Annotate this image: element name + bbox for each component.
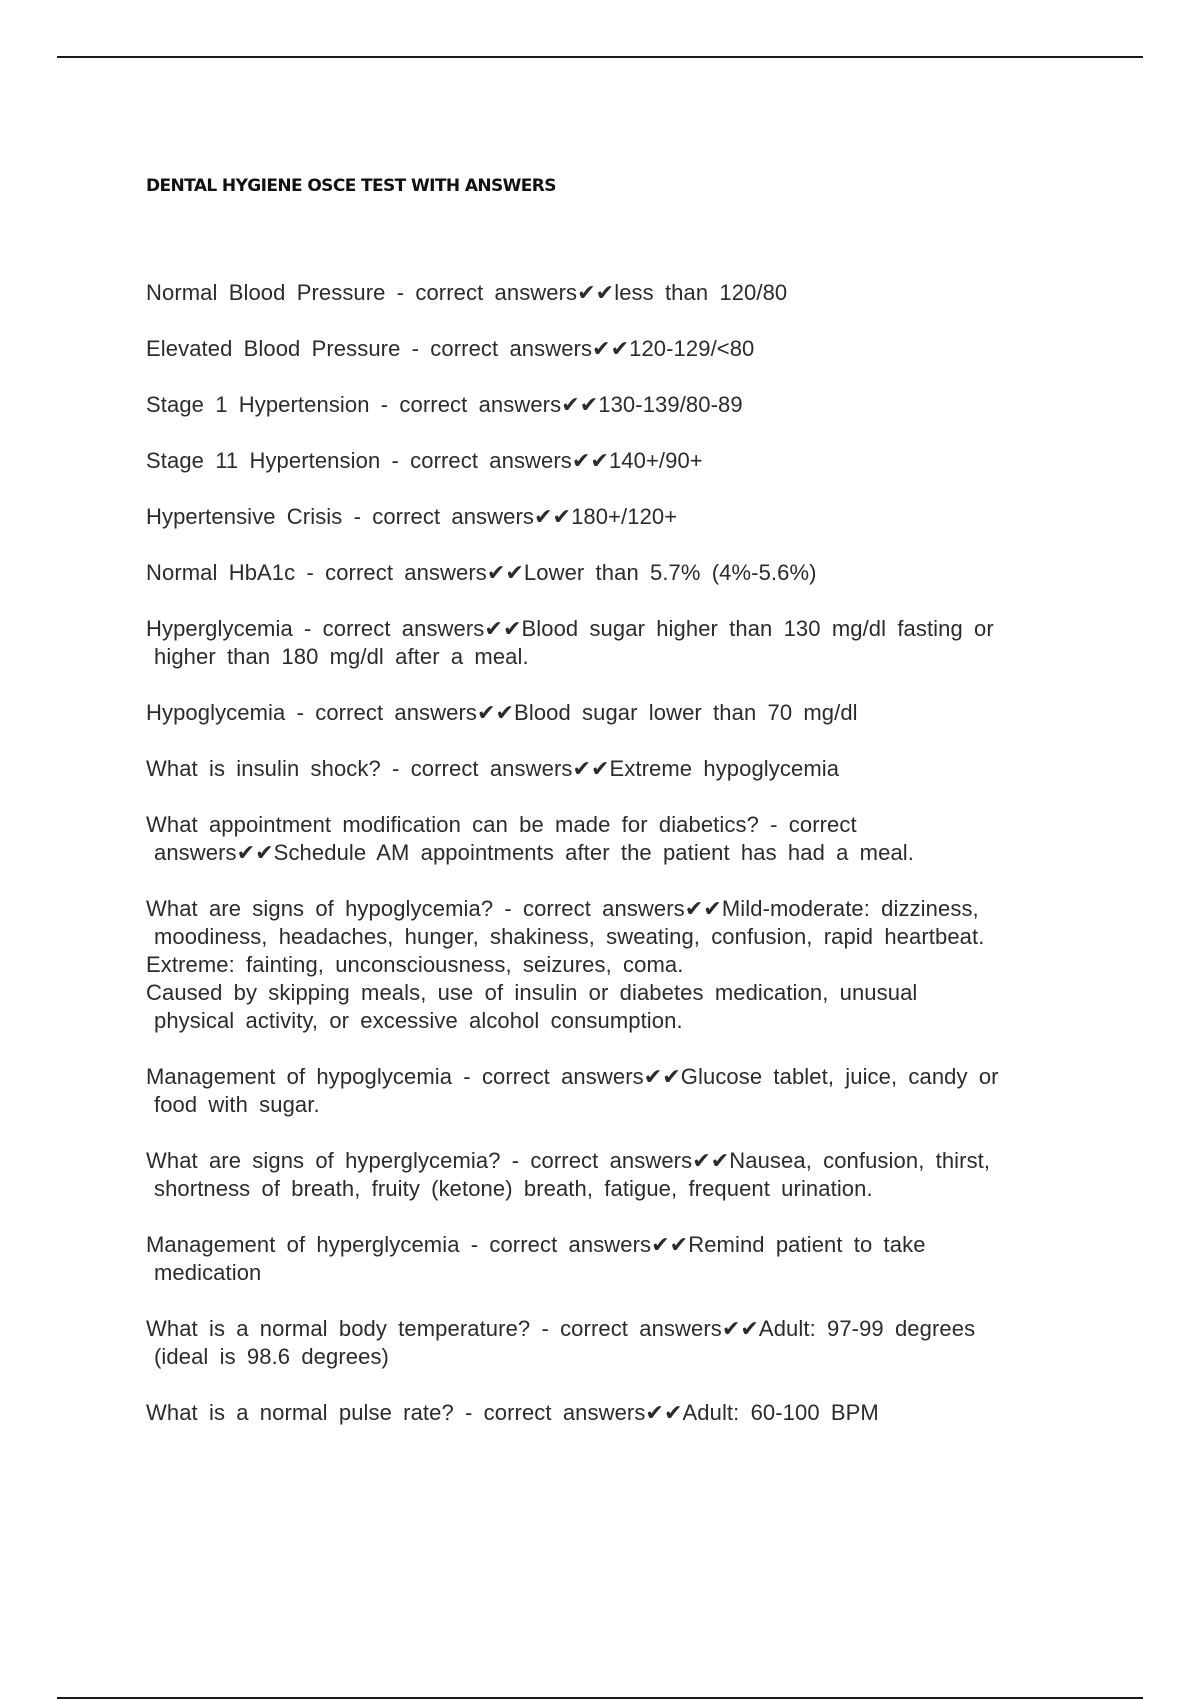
qa-item bbox=[146, 559, 1081, 587]
qa-line: Hypertensive Crisis - correct answers✔✔180+/120+ bbox=[146, 504, 678, 529]
footer-rule bbox=[57, 1697, 1143, 1699]
qa-item bbox=[146, 1231, 1081, 1287]
qa-item bbox=[146, 699, 1081, 727]
qa-list bbox=[146, 279, 1081, 1455]
qa-line: medication bbox=[154, 1260, 262, 1285]
qa-line: Elevated Blood Pressure - correct answers✔✔120-129/<80 bbox=[146, 336, 755, 361]
qa-item bbox=[146, 811, 1081, 867]
header-rule bbox=[57, 56, 1143, 58]
qa-line: What are signs of hyperglycemia? - correct answers✔✔Nausea, confusion, thirst, bbox=[146, 1148, 991, 1173]
qa-line: What is a normal pulse rate? - correct answers✔✔Adult: 60-100 BPM bbox=[146, 1400, 879, 1425]
qa-line: Caused by skipping meals, use of insulin or diabetes medication, unusual bbox=[146, 980, 918, 1005]
qa-line: shortness of breath, fruity (ketone) breath, fatigue, frequent urination. bbox=[154, 1176, 873, 1201]
qa-line: What are signs of hypoglycemia? - correct answers✔✔Mild-moderate: dizziness, bbox=[146, 896, 979, 921]
qa-line: answers✔✔Schedule AM appointments after the patient has had a meal. bbox=[154, 840, 914, 865]
qa-line: Hypoglycemia - correct answers✔✔Blood sugar lower than 70 mg/dl bbox=[146, 700, 858, 725]
qa-item bbox=[146, 1147, 1081, 1203]
qa-line: What is a normal body temperature? - correct answers✔✔Adult: 97-99 degrees bbox=[146, 1316, 976, 1341]
qa-item bbox=[146, 895, 1081, 1035]
qa-item bbox=[146, 279, 1081, 307]
qa-item bbox=[146, 1315, 1081, 1371]
qa-item bbox=[146, 1399, 1081, 1427]
qa-line: Normal HbA1c - correct answers✔✔Lower than 5.7% (4%-5.6%) bbox=[146, 560, 817, 585]
qa-line: Stage 1 Hypertension - correct answers✔✔130-139/80-89 bbox=[146, 392, 743, 417]
qa-line: moodiness, headaches, hunger, shakiness, sweating, confusion, rapid heartbeat. bbox=[154, 924, 985, 949]
qa-item bbox=[146, 391, 1081, 419]
qa-item bbox=[146, 335, 1081, 363]
qa-line: Extreme: fainting, unconsciousness, seizures, coma. bbox=[146, 952, 684, 977]
qa-item bbox=[146, 1063, 1081, 1119]
qa-item bbox=[146, 615, 1081, 671]
qa-line: Stage 11 Hypertension - correct answers✔✔140+/90+ bbox=[146, 448, 703, 473]
qa-line: (ideal is 98.6 degrees) bbox=[154, 1344, 389, 1369]
qa-line: food with sugar. bbox=[154, 1092, 320, 1117]
qa-line: Normal Blood Pressure - correct answers✔✔less than 120/80 bbox=[146, 280, 788, 305]
qa-line: Management of hyperglycemia - correct answers✔✔Remind patient to take bbox=[146, 1232, 926, 1257]
qa-item bbox=[146, 503, 1081, 531]
qa-item bbox=[146, 755, 1081, 783]
qa-line: physical activity, or excessive alcohol consumption. bbox=[154, 1008, 683, 1033]
document-title: DENTAL HYGIENE OSCE TEST WITH ANSWERS bbox=[146, 176, 556, 196]
qa-item bbox=[146, 447, 1081, 475]
qa-line: What is insulin shock? - correct answers✔✔Extreme hypoglycemia bbox=[146, 756, 840, 781]
qa-line: Hyperglycemia - correct answers✔✔Blood sugar higher than 130 mg/dl fasting or bbox=[146, 616, 994, 641]
qa-line: higher than 180 mg/dl after a meal. bbox=[154, 644, 529, 669]
qa-line: Management of hypoglycemia - correct answers✔✔Glucose tablet, juice, candy or bbox=[146, 1064, 999, 1089]
qa-line: What appointment modification can be made for diabetics? - correct bbox=[146, 812, 857, 837]
